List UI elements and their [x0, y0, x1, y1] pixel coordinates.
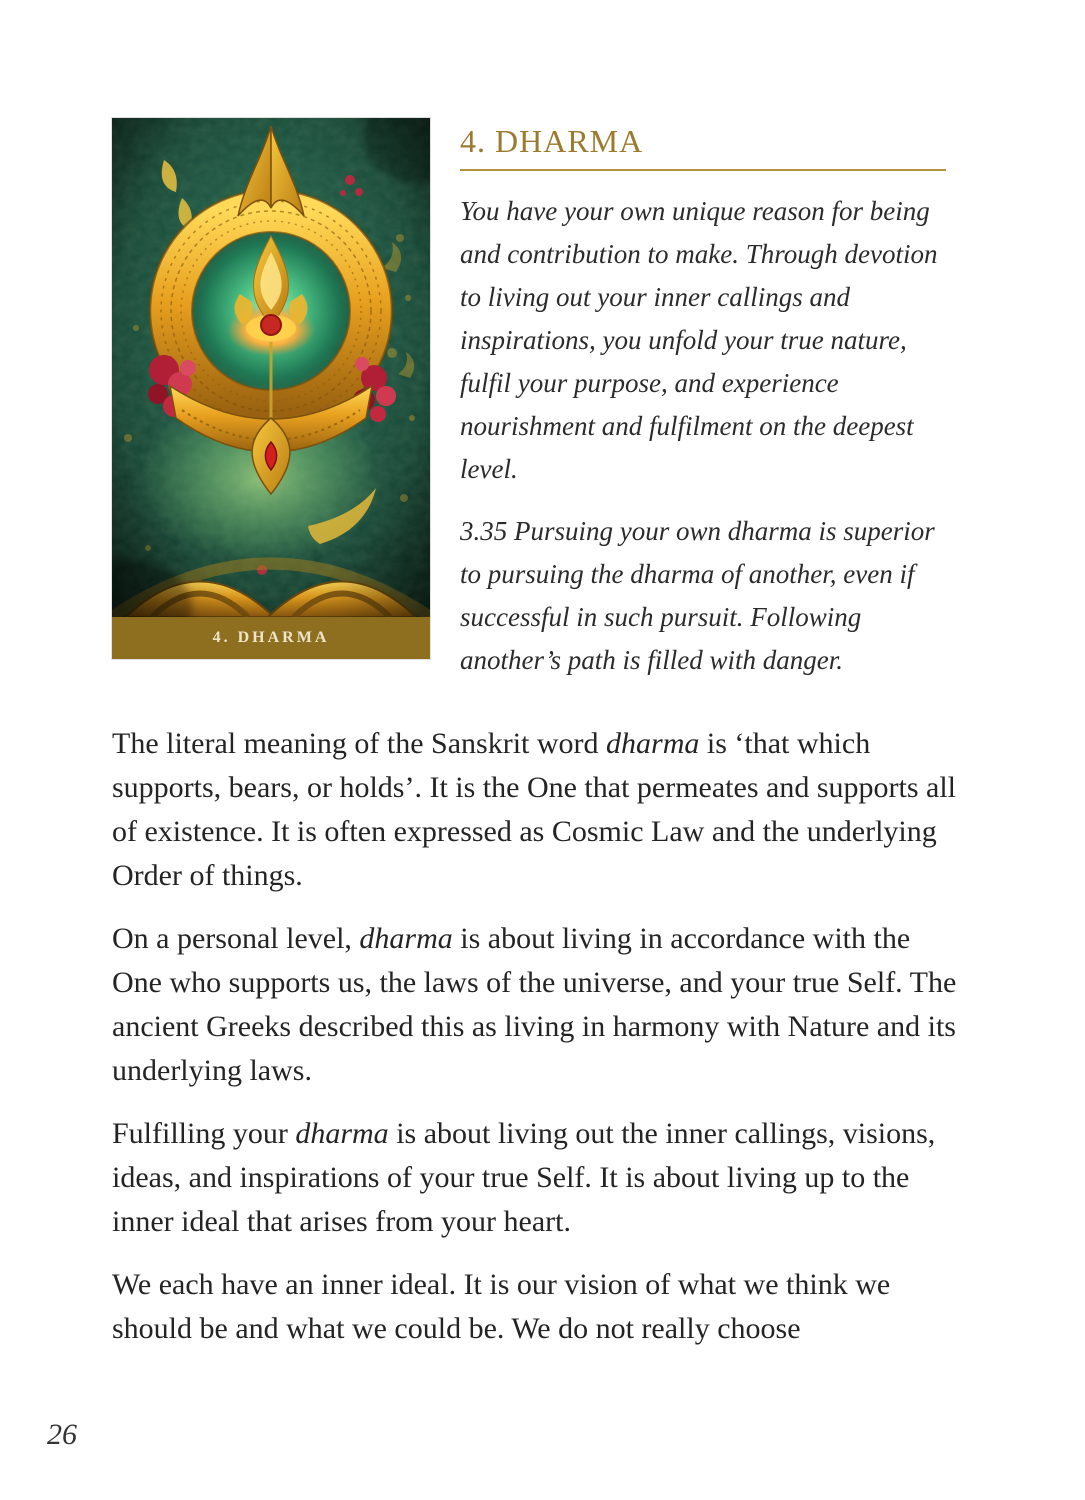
- card-art: [112, 118, 430, 617]
- body-paragraph: The literal meaning of the Sanskrit word dharma is ‘that which supports, bears, or holds’. It is the One that permeates and supports all of existence. It is often expressed as Cosmic Law and the underlying Order of things.: [112, 727, 956, 892]
- page-number: 26: [47, 1418, 77, 1451]
- body-paragraph: We each have an inner ideal. It is our vision of what we think we should be and what we could be. We do not really choose: [112, 1268, 891, 1345]
- dharma-card-illustration: [112, 118, 430, 617]
- body-paragraph: On a personal level, dharma is about living in accordance with the One who supports us, the laws of the universe, and your true Self. The ancient Greeks described this as living in harmony with Nature and its underlying laws.: [112, 922, 957, 1087]
- dharma-card: [112, 118, 430, 659]
- heading-rule: [460, 169, 946, 171]
- body-paragraph: Fulfilling your dharma is about living out the inner callings, visions, ideas, and inspirations of your true Self. It is about living up to the inner ideal that arises from your heart.: [112, 1117, 936, 1238]
- card-caption-bar: [112, 617, 430, 659]
- text-column: [460, 118, 946, 682]
- body-text: [112, 722, 960, 1351]
- card-caption-label: 4. DHARMA: [212, 629, 330, 646]
- card-meaning-quote: You have your own unique reason for being and contribution to make. Through devotion to living out your inner callings and inspirations, you unfold your true nature, fulfil your purpose, and experience nourishment and fulfilment on the deepest level.: [460, 196, 938, 484]
- top-row: [112, 118, 967, 682]
- section-heading: 4. DHARMA: [460, 123, 644, 159]
- gita-verse-quote: 3.35 Pursuing your own dharma is superior to pursuing the dharma of another, even if successful in such pursuit. Following another’s path is filled with danger.: [460, 516, 935, 675]
